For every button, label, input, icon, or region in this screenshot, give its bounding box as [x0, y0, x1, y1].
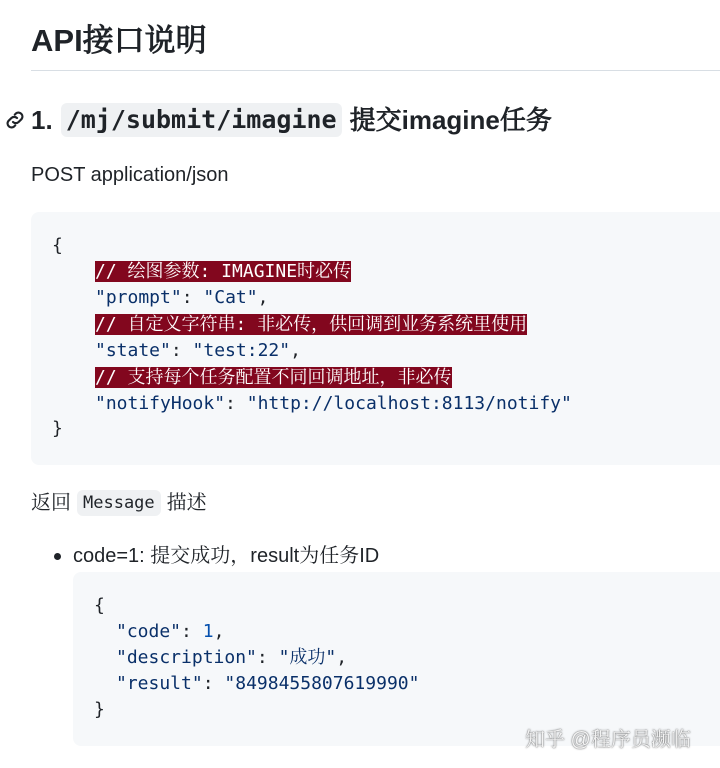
return-desc: 描述	[166, 492, 207, 514]
json-value: "http://localhost:8113/notify"	[246, 393, 572, 414]
json-value: "test:22"	[192, 340, 291, 361]
page-title: API接口说明	[31, 23, 207, 58]
code-line: "notifyHook": "http://localhost:8113/notify"	[95, 393, 572, 414]
heading-divider	[31, 70, 720, 71]
code-line: "code": 1,	[116, 621, 225, 642]
response-code-block	[73, 572, 720, 746]
section-number: 1.	[31, 105, 53, 135]
json-key: "notifyHook"	[95, 393, 226, 414]
brace: }	[52, 418, 63, 439]
request-code-block	[31, 212, 720, 465]
json-key: "state"	[95, 340, 171, 361]
json-value: "Cat"	[203, 287, 258, 308]
json-value: "8498455807619990"	[224, 673, 420, 694]
json-key: "prompt"	[95, 287, 182, 308]
json-key: "code"	[116, 621, 182, 642]
code-line	[94, 697, 105, 723]
code-comment: // 自定义字符串: 非必传，供回调到业务系统里使用	[95, 314, 528, 335]
code-line: "result": "8498455807619990"	[116, 673, 420, 694]
code-line: "description": "成功",	[116, 647, 348, 668]
json-key: "description"	[116, 647, 257, 668]
json-value: "成功"	[278, 647, 337, 668]
json-key: "result"	[116, 673, 203, 694]
json-value: 1	[202, 621, 214, 642]
watermark: 知乎 @程序员濒临	[525, 729, 691, 751]
code-comment: // 支持每个任务配置不同回调地址，非必传	[95, 367, 452, 388]
message-code: Message	[77, 490, 161, 516]
bullet-dot	[54, 553, 61, 560]
code-line	[52, 233, 63, 259]
return-label: 返回	[31, 492, 71, 514]
code-line	[95, 259, 351, 285]
code-line: "prompt": "Cat",	[95, 287, 269, 308]
code-line	[95, 312, 527, 338]
brace: {	[94, 595, 105, 616]
bullet-text: code=1: 提交成功，result为任务ID	[73, 545, 380, 567]
code-line	[94, 593, 105, 619]
code-line	[95, 365, 452, 391]
section-title: 提交imagine任务	[349, 105, 552, 135]
brace: {	[52, 235, 63, 256]
method-line: POST application/json	[31, 164, 229, 186]
code-line	[52, 416, 63, 442]
section-heading	[31, 100, 552, 140]
code-comment: // 绘图参数: IMAGINE时必传	[95, 261, 352, 282]
return-line	[31, 488, 207, 518]
link-icon[interactable]	[3, 108, 27, 132]
brace: }	[94, 699, 105, 720]
code-line: "state": "test:22",	[95, 340, 301, 361]
endpoint-code: /mj/submit/imagine	[61, 103, 342, 137]
